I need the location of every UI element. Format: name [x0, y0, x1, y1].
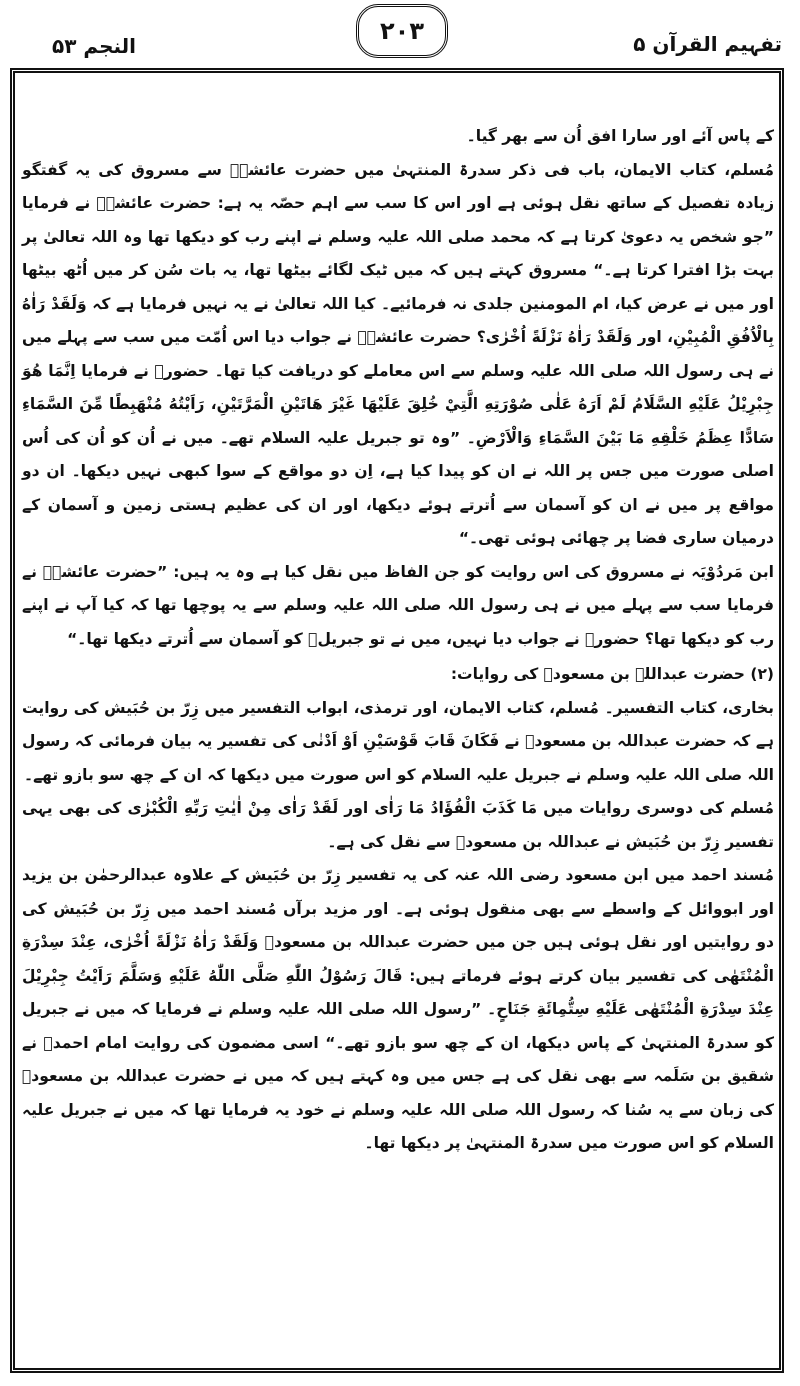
section-heading: (۲) حضرت عبداللہ بن مسعودؓ کی روایات:	[450, 665, 774, 683]
paragraph-4: بخاری، کتاب التفسیر۔ مُسلم، کتاب الایمان، اور ترمذی، ابواب التفسیر میں زِرّ بن حُبَیش کی روایت ہے کہ حضرت عبداللہ بن مسعودؓ نے فَكَانَ قَابَ قَوْسَيْنِ اَوْ اَدْنٰى کی تفسیر یہ بیان فرمائی کہ رسول اللہ صلی اللہ علیہ وسلم نے جبریل علیہ السلام کو اس صورت میں دیکھا کہ ان کے چھ سو بازو تھے۔	[22, 698, 774, 784]
paragraph-6: مُسند احمد میں ابن مسعود رضی اللہ عنہ کی یہ تفسیر زِرّ بن حُبَیش کے علاوہ عبدالرحمٰن بن یزید اور ابووائل کے واسطے سے بھی منقول ہوئی ہے۔ اور مزید برآں مُسند احمد میں زِرّ بن حُبَیش کی دو روایتیں اور نقل ہوئی ہیں جن میں حضرت عبداللہ بن مسعودؓ وَلَقَدْ رَاٰهُ نَزْلَةً اُخْرٰى، عِنْدَ سِدْرَةِ الْمُنْتَهٰى کی تفسیر بیان کرتے ہوئے فرماتے ہیں: قَالَ رَسُوْلُ اللّٰهِ صَلَّى اللّٰهُ عَلَيْهِ وَسَلَّمَ رَاَيْتُ جِبْرِيْلَ عِنْدَ سِدْرَةِ الْمُنْتَهٰى عَلَيْهِ سِتُّمِائَةِ جَنَاحٍ۔ ”رسول اللہ صلی اللہ علیہ وسلم نے فرمایا کہ میں نے جبریل کو سدرۃ المنتہیٰ کے پاس دیکھا، ان کے چھ سو بازو تھے۔“ اسی مضمون کی روایت امام احمدؒ نے شقیق بن سَلَمہ سے بھی نقل کی ہے جس میں وہ کہتے ہیں کہ میں نے حضرت عبداللہ بن مسعودؓ کی زبان سے یہ سُنا کہ رسول اللہ صلی اللہ علیہ وسلم نے خود یہ فرمایا تھا کہ میں نے جبریل علیہ السلام کو اس صورت میں سدرۃ المنتہیٰ پر دیکھا تھا۔	[22, 866, 774, 1152]
page-header	[0, 0, 800, 70]
surah-name: النجم ۵۳	[52, 34, 137, 58]
paragraph-2: مُسلم، کتاب الایمان، باب فی ذکر سدرۃ المنتہیٰ میں حضرت عائشہؓ سے مسروق کی یہ گفتگو زیادہ تفصیل کے ساتھ نقل ہوئی ہے اور اس کا سب سے اہم حصّہ یہ ہے: حضرت عائشہؓ نے فرمایا ”جو شخص یہ دعویٰ کرتا ہے کہ محمد صلی اللہ علیہ وسلم نے اپنے رب کو دیکھا تھا وہ اللہ تعالیٰ پر بہت بڑا افترا کرتا ہے۔“ مسروق کہتے ہیں کہ میں ٹیک لگائے بیٹھا تھا، یہ بات سُن کر میں اُٹھ بیٹھا اور میں نے عرض کیا، ام المومنین جلدی نہ فرمائیے۔ کیا اللہ تعالیٰ نے یہ نہیں فرمایا ہے کہ وَلَقَدْ رَاٰهُ بِالْاُفُقِ الْمُبِيْنِ، اور وَلَقَدْ رَاٰهُ نَزْلَةً اُخْرٰى؟ حضرت عائشہؓ نے جواب دیا اس اُمّت میں سب سے پہلے میں نے ہی رسول اللہ صلی اللہ علیہ وسلم سے اس معاملے کو دریافت کیا تھا۔ حضورؐ نے فرمایا اِنَّمَا هُوَ جِبْرِيْلُ عَلَيْهِ السَّلَامُ لَمْ اَرَهُ عَلٰى صُوْرَتِهِ الَّتِيْ خُلِقَ عَلَيْهَا غَيْرَ هَاتَيْنِ الْمَرَّتَيْنِ، رَاَيْتُهُ مُنْهَبِطًا مِّنَ السَّمَاءِ سَادًّا عِظَمُ خَلْقِهِ مَا بَيْنَ السَّمَاءِ وَالْاَرْضِ۔ ”وہ تو جبریل علیہ السلام تھے۔ میں نے اُن کو اُن کی اُس اصلی صورت میں جس پر اللہ نے ان کو پیدا کیا ہے، اِن دو مواقع کے سوا کبھی نہیں دیکھا۔ ان دو مواقع پر میں نے ان کو آسمان سے اُترتے ہوئے دیکھا، اور ان کی عظیم ہستی زمین و آسمان کے درمیان ساری فضا پر چھائی ہوئی تھی۔“	[22, 160, 774, 547]
paragraph-3: ابن مَردُوْیَہ نے مسروق کی اس روایت کو جن الفاظ میں نقل کیا ہے وہ یہ ہیں: ”حضرت عائشہؓ نے فرمایا سب سے پہلے میں نے ہی رسول اللہ صلی اللہ علیہ وسلم سے یہ پوچھا تھا کہ کیا آپ نے اپنے رب کو دیکھا تھا؟ حضورؐ نے جواب دیا نہیں، میں نے تو جبریلؑ کو آسمان سے اُترتے دیکھا تھا۔“	[22, 562, 774, 648]
paragraph-1: کے پاس آئے اور سارا افق اُن سے بھر گیا۔	[466, 127, 774, 145]
page-number-badge	[356, 4, 448, 58]
page-number: ۲۰۳	[380, 17, 424, 45]
page-body	[22, 120, 774, 1161]
book-title: تفہیم القرآن ۵	[633, 32, 782, 56]
paragraph-5: مُسلم کی دوسری روایات میں مَا كَذَبَ الْفُؤَادُ مَا رَاٰى اور لَقَدْ رَاٰى مِنْ اٰيٰتِ رَبِّهِ الْكُبْرٰى کی بھی یہی تفسیر زِرّ بن حُبَیش نے عبداللہ بن مسعودؓ سے نقل کی ہے۔	[22, 799, 774, 851]
